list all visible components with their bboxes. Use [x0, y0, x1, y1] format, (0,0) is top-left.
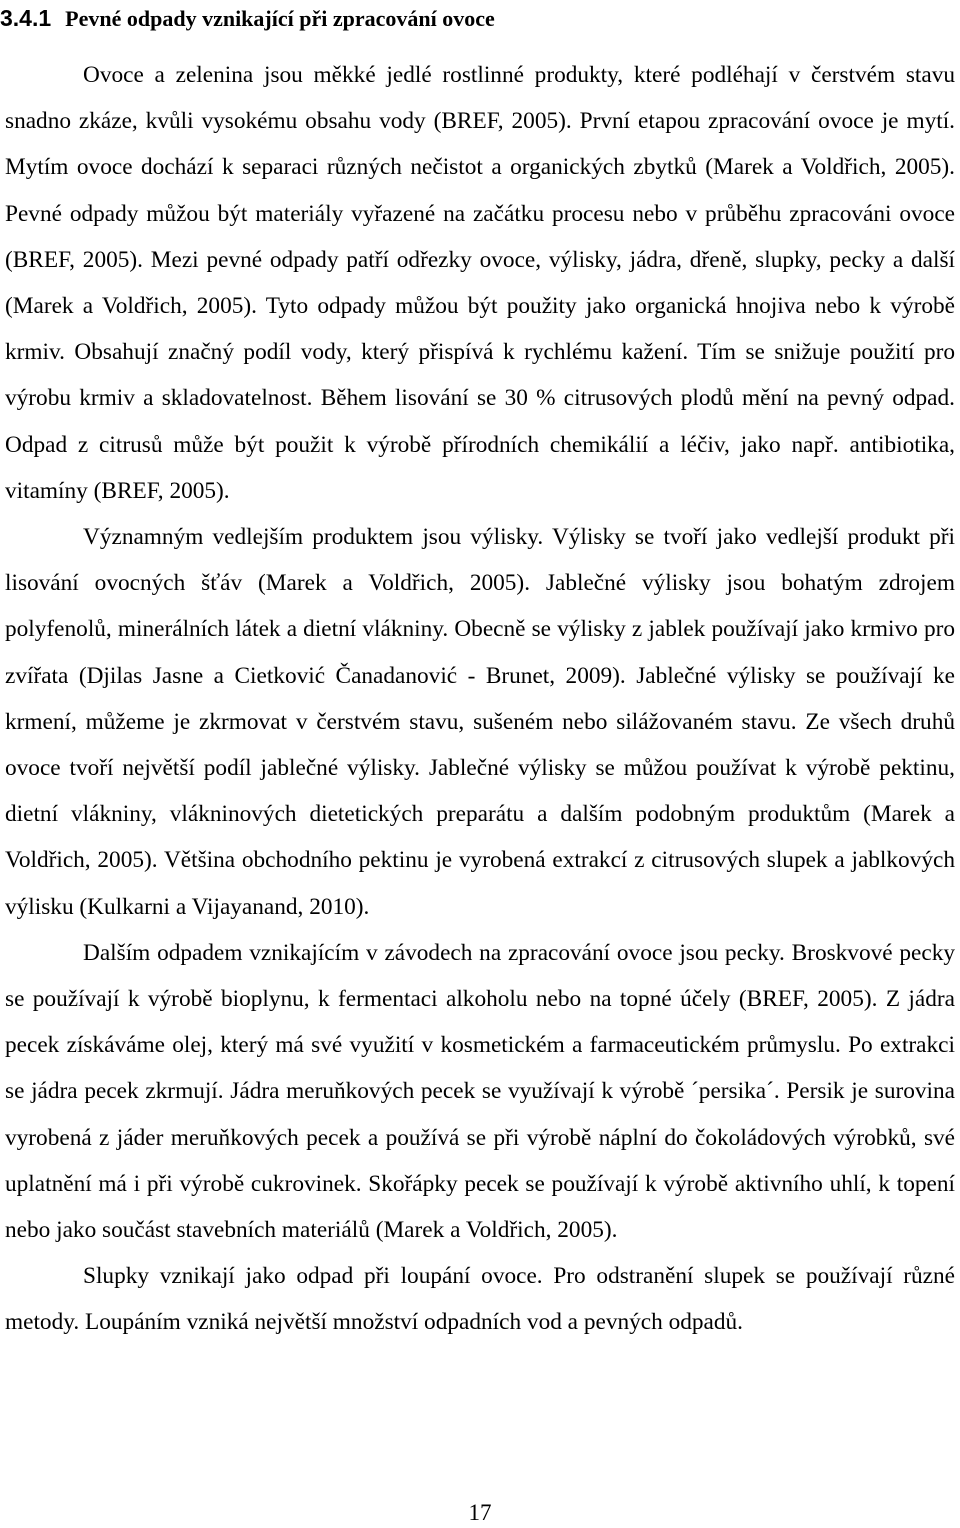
paragraph-pits: Dalším odpadem vznikajícím v závodech na zpracování ovoce jsou pecky. Broskvové pecky se používají k výrobě bioplynu, k fermentaci alkoholu nebo na topné účely (BREF, 2005). Z jádra pecek získáváme olej, který má své využití v kosmetickém a farmaceutickém průmyslu. Po extrakci se jádra pecek zkrmují. Jádra meruňkových pecek se využívají k výrobě ´persika´. Persik je surovina vyrobená z jáder meruňkových pecek a používá se při výrobě náplní do čokoládových výrobků, své uplatnění má i při výrobě cukrovinek. Skořápky pecek se používají k výrobě aktivního uhlí, k topení nebo jako součást stavebních materiálů (Marek a Voldřich, 2005).: [5, 939, 955, 1244]
body-text: [5, 52, 955, 1346]
paragraph-peels: Slupky vznikají jako odpad při loupání ovoce. Pro odstranění slupek se používají různé metody. Loupáním vzniká největší množství odpadních vod a pevných odpadů.: [5, 1263, 955, 1336]
section-heading: [0, 0, 960, 40]
section-number: 3.4.1: [0, 5, 52, 31]
page-number: 17: [468, 1500, 492, 1525]
section-title: Pevné odpady vznikající při zpracování ovoce: [65, 6, 495, 31]
paragraph-intro: Ovoce a zelenina jsou měkké jedlé rostlinné produkty, které podléhají v čerstvém stavu snadno zkáze, kvůli vysokému obsahu vody (BREF, 2005). První etapou zpracování ovoce je mytí. Mytím ovoce dochází k separaci různých nečistot a organických zbytků (Marek a Voldřich, 2005). Pevné odpady můžou být materiály vyřazené na začátku procesu nebo v průběhu zpracováni ovoce (BREF, 2005). Mezi pevné odpady patří odřezky ovoce, výlisky, jádra, dřeně, slupky, pecky a další (Marek a Voldřich, 2005). Tyto odpady můžou být použity jako organická hnojiva nebo k výrobě krmiv. Obsahují značný podíl vody, který přispívá k rychlému kažení. Tím se snižuje použití pro výrobu krmiv a skladovatelnost. Během lisování se 30 % citrusových plodů mění na pevný odpad. Odpad z citrusů může být použit k výrobě přírodních chemikálií a léčiv, jako např. antibiotika, vitamíny (BREF, 2005).: [5, 62, 955, 504]
paragraph-pomace: Významným vedlejším produktem jsou výlisky. Výlisky se tvoří jako vedlejší produkt při lisování ovocných šťáv (Marek a Voldřich, 2005). Jablečné výlisky jsou bohatým zdrojem polyfenolů, minerálních látek a dietní vlákniny. Obecně se výlisky z jablek používají jako krmivo pro zvířata (Djilas Jasne a Cietković Čanadanović - Brunet, 2009). Jablečné výlisky se používají ke krmení, můžeme je zkrmovat v čerstvém stavu, sušeném nebo silážovaném stavu. Ze všech druhů ovoce tvoří největší podíl jablečné výlisky. Jablečné výlisky se můžou používat k výrobě pektinu, dietní vlákniny, vlákninových dietetických preparátu a dalším podobným produktům (Marek a Voldřich, 2005). Většina obchodního pektinu je vyrobená extrakcí z citrusových slupek a jablkových výlisku (Kulkarni a Vijayanand, 2010).: [5, 524, 955, 920]
